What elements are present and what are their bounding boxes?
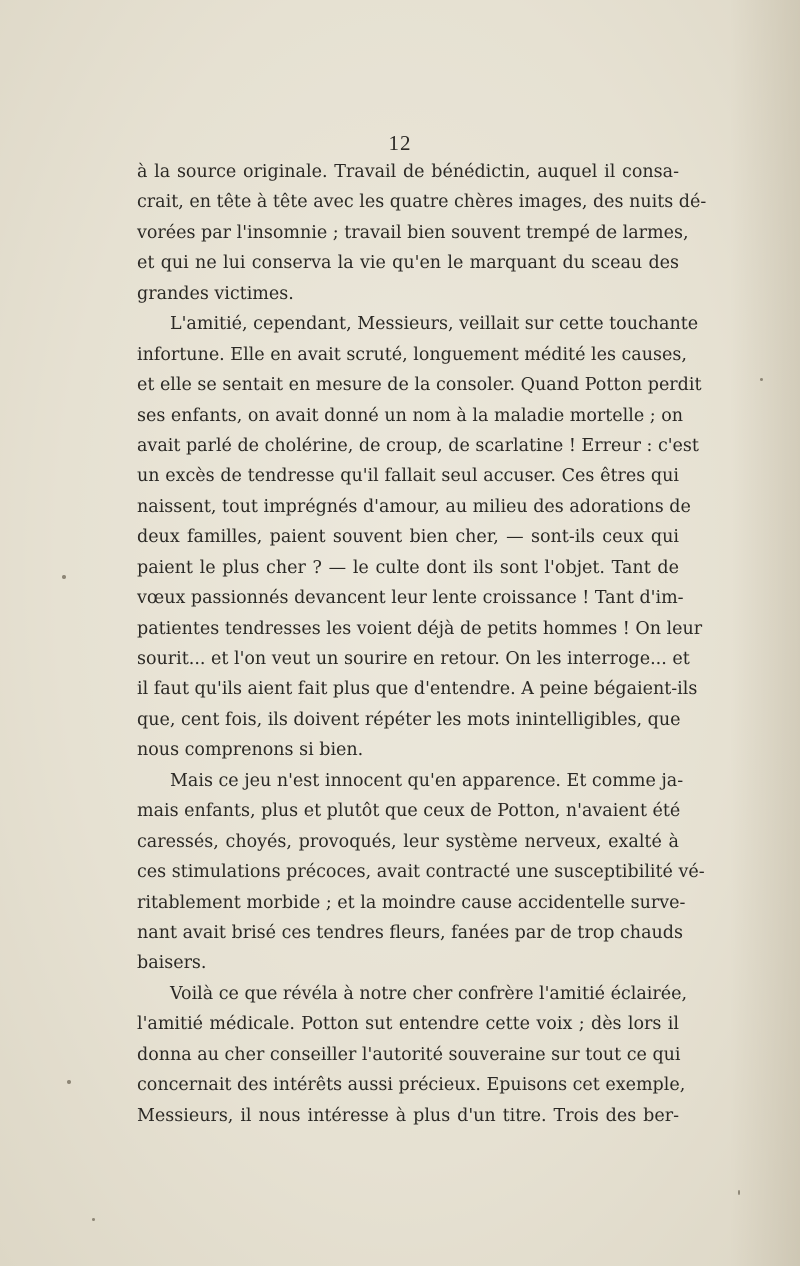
text-line: et elle se sentait en mesure de la consoler. Quand Potton perdit <box>137 375 702 396</box>
paper-speck <box>738 1190 740 1195</box>
text-line: ritablement morbide ; et la moindre cause accidentelle surve- <box>137 892 686 913</box>
page-edge-shadow <box>730 0 800 1266</box>
text-line: deux familles, paient souvent bien cher, — sont-ils ceux qui <box>137 527 679 548</box>
paper-speck <box>92 1218 95 1221</box>
text-line: infortune. Elle en avait scruté, longuement médité les causes, <box>137 344 687 365</box>
text-line: un excès de tendresse qu'il fallait seul accuser. Ces êtres qui <box>137 466 679 487</box>
text-line: paient le plus cher ? — le culte dont ils sont l'objet. Tant de <box>137 557 679 578</box>
text-line: patientes tendresses les voient déjà de petits hommes ! On leur <box>137 618 703 639</box>
text-line: concernait des intérêts aussi précieux. Epuisons cet exemple, <box>137 1075 686 1096</box>
text-line: nous comprenons si bien. <box>137 740 364 761</box>
text-line: donna au cher conseiller l'autorité souveraine sur tout ce qui <box>137 1044 681 1065</box>
text-line: mais enfants, plus et plutôt que ceux de Potton, n'avaient été <box>137 801 681 822</box>
text-line: crait, en tête à tête avec les quatre chères images, des nuits dé- <box>137 192 707 213</box>
paragraph-start-line: L'amitié, cependant, Messieurs, veillait sur cette touchante <box>170 314 699 335</box>
paper-speck <box>760 378 763 381</box>
text-line: baisers. <box>137 953 207 974</box>
text-line: à la source originale. Travail de bénédictin, auquel il consa- <box>137 162 679 182</box>
text-line: grandes victimes. <box>137 283 294 304</box>
text-line: vorées par l'insomnie ; travail bien souvent trempé de larmes, <box>137 222 689 243</box>
text-line: l'amitié médicale. Potton sut entendre cette voix ; dès lors il <box>137 1014 679 1035</box>
text-line: que, cent fois, ils doivent répéter les mots inintelligibles, que <box>137 709 681 730</box>
text-line: sourit... et l'on veut un sourire en retour. On les interroge... et <box>137 649 690 669</box>
paragraph-start-line: Voilà ce que révéla à notre cher confrère l'amitié éclairée, <box>170 983 688 1004</box>
text-line: vœux passionnés devancent leur lente croissance ! Tant d'im- <box>137 588 684 609</box>
text-line: il faut qu'ils aient fait plus que d'entendre. A peine bégaient-ils <box>137 679 698 700</box>
text-line: et qui ne lui conserva la vie qu'en le marquant du sceau des <box>137 253 679 274</box>
text-line: Messieurs, il nous intéresse à plus d'un titre. Trois des ber- <box>137 1105 679 1126</box>
text-line: caressés, choyés, provoqués, leur système nerveux, exalté à <box>137 831 679 852</box>
body-text <box>137 157 707 1131</box>
text-line: avait parlé de cholérine, de croup, de scarlatine ! Erreur : c'est <box>137 435 699 456</box>
page-number: 12 <box>388 131 412 155</box>
text-line: ces stimulations précoces, avait contracté une susceptibilité vé- <box>137 862 705 883</box>
paper-speck <box>62 575 66 579</box>
text-line: ses enfants, on avait donné un nom à la maladie mortelle ; on <box>137 405 684 426</box>
paragraph-start-line: Mais ce jeu n'est innocent qu'en apparence. Et comme ja- <box>170 770 684 791</box>
paper-speck <box>67 1080 71 1084</box>
text-line: nant avait brisé ces tendres fleurs, fanées par de trop chauds <box>137 922 683 943</box>
text-line: naissent, tout imprégnés d'amour, au milieu des adorations de <box>137 496 691 517</box>
